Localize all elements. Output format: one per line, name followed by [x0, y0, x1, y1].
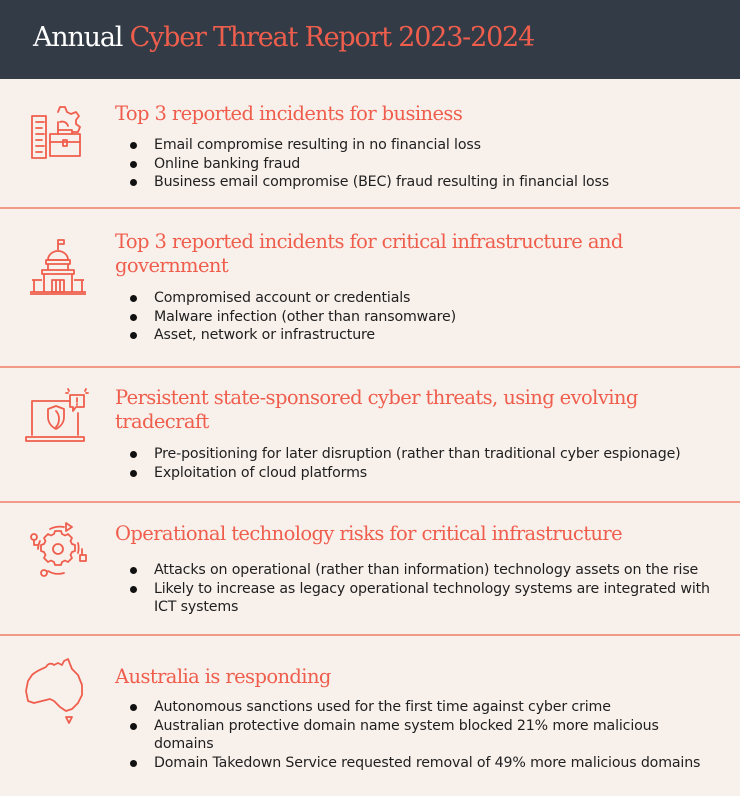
list-item: Business email compromise (BEC) fraud resulting in financial loss: [128, 173, 728, 192]
bullet-list-operational-technology: [128, 561, 728, 617]
section-heading-australia: Australia is responding: [115, 665, 331, 688]
list-item: Autonomous sanctions used for the first time against cyber crime: [128, 698, 728, 717]
section-heading-business: Top 3 reported incidents for business: [115, 102, 463, 125]
section-divider: [0, 501, 740, 503]
section-divider: [0, 634, 740, 636]
bullet-list-business: [128, 136, 728, 192]
list-item: Likely to increase as legacy operational technology systems are integrated with ICT systems: [128, 580, 728, 617]
section-divider: [0, 366, 740, 368]
list-item: Asset, network or infrastructure: [128, 326, 728, 345]
list-item: Pre-positioning for later disruption (rather than traditional cyber espionage): [128, 445, 728, 464]
bullet-list-state-sponsored: [128, 445, 728, 482]
list-item: Email compromise resulting in no financial loss: [128, 136, 728, 155]
page-title: [33, 20, 534, 56]
laptop-shield-alert-icon: [22, 383, 94, 455]
title-prefix: Annual: [33, 22, 123, 53]
list-item: Australian protective domain name system blocked 21% more malicious domains: [128, 717, 688, 754]
list-item: Compromised account or credentials: [128, 289, 728, 308]
section-heading-state-sponsored: Persistent state-sponsored cyber threats, using evolving tradecraft: [115, 386, 638, 433]
section-divider: [0, 207, 740, 209]
bullet-list-australia: [128, 698, 728, 772]
section-heading-operational-technology: Operational technology risks for critical infrastructure: [115, 522, 623, 545]
title-accent: Cyber Threat Report 2023-2024: [129, 22, 535, 53]
list-item: Domain Takedown Service requested removal of 49% more malicious domains: [128, 754, 728, 773]
bullet-list-infrastructure: [128, 289, 728, 345]
government-building-icon: [22, 232, 94, 304]
list-item: Attacks on operational (rather than information) technology assets on the rise: [128, 561, 728, 580]
list-item: Exploitation of cloud platforms: [128, 464, 728, 483]
list-item: Malware infection (other than ransomware): [128, 308, 728, 327]
operational-technology-gear-icon: [22, 515, 94, 587]
section-heading-infrastructure: Top 3 reported incidents for critical infrastructure and government: [115, 230, 623, 277]
business-briefcase-gear-icon: [22, 96, 94, 168]
report-header: [0, 0, 740, 79]
list-item: Online banking fraud: [128, 155, 728, 174]
australia-map-icon: [22, 655, 94, 727]
